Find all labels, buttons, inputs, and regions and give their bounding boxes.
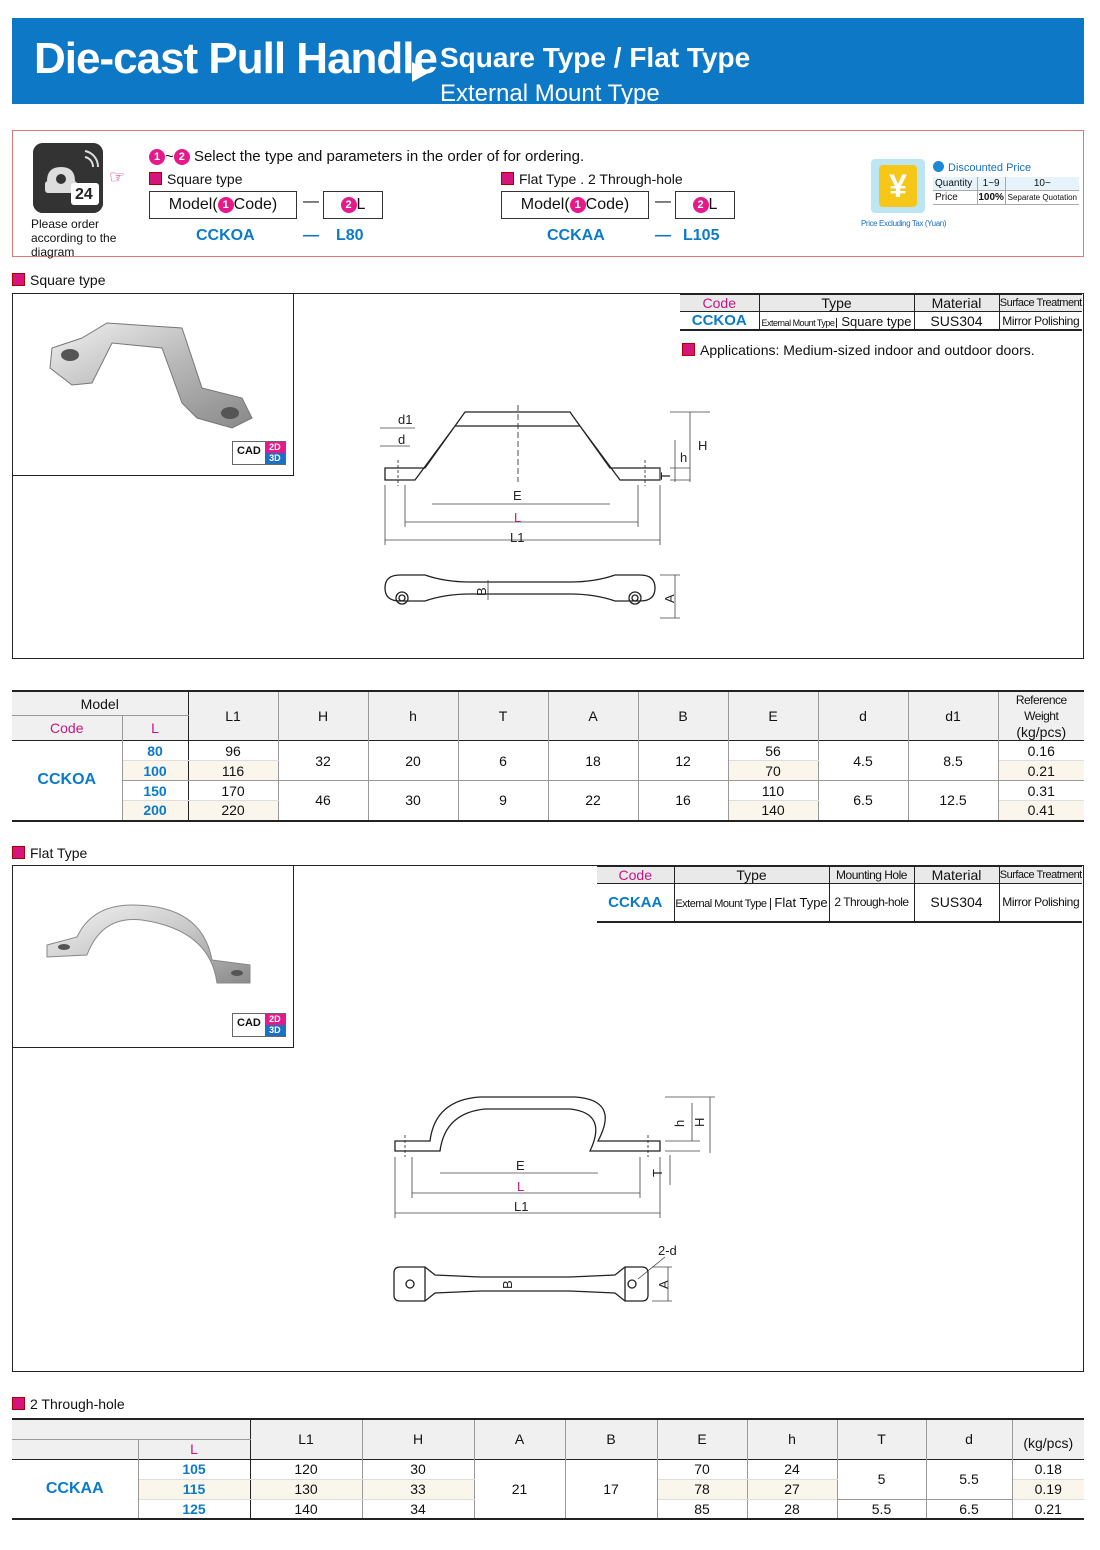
square-group-A: 18 [548, 741, 638, 781]
applications-text: Applications: Medium-sized indoor and outdoor doors. [700, 342, 1035, 358]
through-section-title-text: 2 Through-hole [30, 1396, 125, 1412]
quantity-label: Quantity [933, 177, 977, 191]
through-code-cell: CCKAA [12, 1459, 138, 1519]
step-range-sep: ~ [165, 148, 174, 165]
flat-l-box [675, 191, 735, 219]
price-caption: Price Excluding Tax (Yuan) [861, 219, 947, 228]
through-col-T: T [837, 1419, 926, 1459]
flat-spec-type: Flat Type [774, 895, 828, 911]
through-row-E: 78 [657, 1479, 747, 1499]
square-group-A: 22 [548, 781, 638, 821]
flat-dash: — [655, 193, 671, 210]
through-col-L1: L1 [250, 1419, 362, 1459]
spec-mount: External Mount Type [762, 318, 838, 328]
l-circle: 2 [341, 197, 357, 213]
flat-spec-header-hole: Mounting Hole [829, 866, 914, 884]
flat-spec-header-type: Type [674, 866, 829, 884]
dim-d: d [398, 432, 406, 447]
title-arrow-icon [412, 62, 430, 82]
l-header: L [122, 716, 188, 741]
order-note: Please order according to the diagram [31, 217, 117, 259]
dim-T: T [658, 472, 673, 480]
square-order-label [149, 171, 243, 187]
price-label: Price [933, 191, 977, 205]
flat-cad-label: CAD [233, 1014, 265, 1036]
steps-text: Select the type and parameters in the order of for ordering. [193, 148, 585, 165]
weight-header-2: (kg/pcs) [1016, 724, 1067, 740]
flat-spec-mount: External Mount Type [675, 898, 770, 910]
model-circle: 1 [218, 197, 234, 213]
spec-surface: Mirror Polishing [1002, 313, 1080, 328]
dim-H: H [698, 438, 708, 453]
flat-section-title [12, 845, 87, 861]
spec-header-code: Code [680, 294, 759, 312]
col-E: E [728, 691, 818, 741]
flat-dim-T: T [650, 1169, 665, 1177]
pointing-hand-icon: ☞ [109, 167, 126, 187]
square-group-T: 6 [458, 741, 548, 781]
code-header: Code [12, 716, 122, 741]
flat-dimension-drawing [380, 1085, 720, 1315]
discount-title [933, 161, 1031, 174]
spec-header-material: Material [914, 294, 999, 312]
flat-order-label-text: Flat Type . 2 Through-hole [519, 171, 683, 187]
flat-model-prefix: Model( [520, 196, 570, 213]
flat-dim-h: h [672, 1119, 687, 1127]
through-d-group: 5.5 [926, 1459, 1012, 1499]
square-group-d: 6.5 [818, 781, 908, 821]
badge-number: 24 [75, 186, 93, 203]
square-row-E: 56 [728, 741, 818, 761]
order-steps [149, 148, 584, 165]
square-section-title [12, 272, 106, 288]
qty-1: 1~9 [977, 177, 1005, 191]
flat-dim-L1: L1 [514, 1199, 529, 1214]
through-row-h: 28 [747, 1499, 837, 1519]
price-1: 100% [978, 192, 1004, 203]
dim-A: A [662, 594, 677, 603]
yen-glyph: ¥ [879, 165, 917, 207]
spec-material: SUS304 [914, 312, 999, 331]
square-example-code: CCKOA [196, 227, 255, 244]
square-section-title-text: Square type [30, 272, 106, 288]
through-row-weight: 0.19 [1012, 1479, 1084, 1499]
col-H: H [278, 691, 368, 741]
col-h: h [368, 691, 458, 741]
through-row-L1: 120 [250, 1459, 362, 1479]
model-code-label: Code) [233, 196, 278, 213]
square-row-L: 80 [122, 741, 188, 761]
flat-spec-code: CCKAA [597, 884, 674, 922]
square-row-L1: 116 [188, 761, 278, 781]
dim-L: L [514, 510, 522, 525]
square-group-h: 30 [368, 781, 458, 821]
through-row-H: 34 [362, 1499, 474, 1519]
through-row-weight: 0.21 [1034, 1500, 1062, 1517]
square-row-L: 150 [122, 781, 188, 801]
through-col-E: E [657, 1419, 747, 1459]
col-A: A [548, 691, 638, 741]
flat-example-l: L105 [683, 227, 720, 244]
weight-header-1: Reference Weight [1015, 693, 1067, 723]
through-row-H: 30 [362, 1459, 474, 1479]
spec-header-surface: Surface Treatment [999, 297, 1082, 309]
square-row-E: 110 [728, 781, 818, 801]
l-label: L [356, 196, 366, 213]
square-spec-table [680, 293, 1082, 331]
square-group-B: 16 [638, 781, 728, 821]
through-B: 17 [565, 1459, 657, 1519]
page-subtitle-2: External Mount Type [440, 80, 660, 107]
through-col-d: d [926, 1419, 1012, 1459]
through-row-H: 33 [362, 1479, 474, 1499]
square-row-E: 140 [728, 801, 818, 821]
through-l-header: L [138, 1439, 250, 1459]
page-title: Die-cast Pull Handle [34, 34, 438, 83]
col-B: B [638, 691, 728, 741]
flat-dim-A: A [656, 1280, 671, 1289]
square-model-box [149, 191, 297, 219]
through-row-weight: 0.18 [1012, 1459, 1084, 1479]
square-group-B: 12 [638, 741, 728, 781]
square-cad-badge[interactable] [232, 441, 286, 465]
spec-code: CCKOA [680, 312, 759, 331]
square-row-weight: 0.16 [998, 741, 1084, 761]
flat-spec-material: SUS304 [914, 884, 999, 922]
cad-3d: 3D [265, 453, 285, 464]
square-example-l: L80 [336, 227, 364, 244]
through-row-h: 27 [747, 1479, 837, 1499]
square-example-dash: — [303, 227, 319, 244]
flat-spec-header-surface: Surface Treatment [999, 869, 1082, 881]
through-weight-header: (kg/pcs) [1023, 1435, 1074, 1452]
square-row-weight: 0.31 [998, 781, 1084, 801]
flat-cad-2d: 2D [265, 1014, 285, 1025]
square-row-L1: 170 [188, 781, 278, 801]
col-d: d [818, 691, 908, 741]
square-group-H: 46 [278, 781, 368, 821]
square-l-box [323, 191, 383, 219]
flat-l-label: L [708, 196, 718, 213]
square-group-H: 32 [278, 741, 368, 781]
through-row-L: 105 [138, 1459, 250, 1479]
flat-dim-L: L [517, 1179, 525, 1194]
cad-2d: 2D [265, 442, 285, 453]
through-section-title [12, 1396, 125, 1412]
square-row-E: 70 [728, 761, 818, 781]
col-T: T [458, 691, 548, 741]
col-d1: d1 [908, 691, 998, 741]
discount-table [933, 177, 1079, 205]
flat-spec-surface: Mirror Polishing [1002, 895, 1080, 910]
discount-title-text: Discounted Price [948, 162, 1032, 174]
dim-E: E [513, 488, 522, 503]
square-row-L: 100 [122, 761, 188, 781]
square-group-T: 9 [458, 781, 548, 821]
square-group-d1: 8.5 [908, 741, 998, 781]
through-data-table [12, 1418, 1084, 1520]
dim-h: h [680, 450, 688, 465]
flat-section-title-text: Flat Type [30, 845, 88, 861]
dim-L1: L1 [510, 530, 525, 545]
through-col-H: H [362, 1419, 474, 1459]
flat-model-circle: 1 [570, 197, 586, 213]
flat-cad-badge[interactable] [232, 1013, 286, 1037]
flat-cad-3d: 3D [265, 1025, 285, 1036]
through-row-L: 115 [138, 1479, 250, 1499]
yen-icon [871, 159, 925, 213]
flat-dim-H: H [692, 1117, 707, 1127]
flat-example-dash: — [655, 227, 671, 244]
qty-2: 10~ [1033, 178, 1051, 189]
applications-note [682, 342, 1035, 358]
square-row-weight: 0.21 [998, 761, 1084, 781]
cad-label: CAD [233, 442, 265, 464]
step-1-badge: 1 [149, 149, 165, 165]
flat-dim-E: E [516, 1158, 525, 1173]
step-2-badge: 2 [174, 149, 190, 165]
through-col-B: B [565, 1419, 657, 1459]
flat-l-circle: 2 [693, 197, 709, 213]
flat-spec-header-material: Material [914, 866, 999, 884]
square-row-L: 200 [122, 801, 188, 821]
model-header: Model [12, 691, 188, 716]
flat-spec-table [597, 865, 1082, 923]
flat-dim-2d: 2-d [658, 1243, 677, 1258]
through-T-last: 5.5 [837, 1499, 926, 1519]
square-dash: — [303, 193, 319, 210]
square-code-cell: CCKOA [12, 741, 122, 821]
through-row-L: 125 [138, 1499, 250, 1519]
through-row-L1: 130 [250, 1479, 362, 1499]
square-order-label-text: Square type [167, 171, 243, 187]
order-info-box [12, 130, 1084, 257]
dim-B: B [474, 587, 489, 596]
title-banner [12, 18, 1084, 107]
through-row-L1: 140 [250, 1499, 362, 1519]
through-col-h: h [747, 1419, 837, 1459]
col-L1: L1 [188, 691, 278, 741]
through-col-A: A [474, 1419, 565, 1459]
through-row-h: 24 [747, 1459, 837, 1479]
through-row-E: 70 [657, 1459, 747, 1479]
square-dimension-drawing [370, 400, 710, 630]
flat-spec-hole: 2 Through-hole [829, 884, 914, 922]
flat-model-box [501, 191, 649, 219]
spec-header-type: Type [759, 294, 914, 312]
through-T-group: 5 [837, 1459, 926, 1499]
square-product-photo [12, 293, 294, 476]
square-row-weight: 0.41 [1027, 802, 1055, 819]
square-group-h: 20 [368, 741, 458, 781]
flat-example-code: CCKAA [547, 227, 605, 244]
square-group-d: 4.5 [818, 741, 908, 781]
flat-order-label [501, 171, 683, 187]
spec-type: Square type [841, 313, 912, 329]
flat-model-code-label: Code) [585, 196, 630, 213]
through-A: 21 [474, 1459, 565, 1519]
square-group-d1: 12.5 [908, 781, 998, 821]
model-prefix: Model( [168, 196, 218, 213]
flat-dim-B: B [500, 1280, 515, 1289]
phone-24-icon [33, 143, 103, 213]
square-row-L1: 96 [188, 741, 278, 761]
flat-spec-header-code: Code [597, 866, 674, 884]
through-row-E: 85 [657, 1499, 747, 1519]
price-2: Separate Quotation [1007, 193, 1078, 202]
dim-d1: d1 [398, 412, 413, 427]
flat-product-photo [12, 865, 294, 1048]
through-d-last: 6.5 [926, 1499, 1012, 1519]
page-subtitle: Square Type / Flat Type [440, 42, 751, 73]
square-data-table [12, 690, 1084, 822]
square-row-L1: 220 [188, 801, 278, 821]
